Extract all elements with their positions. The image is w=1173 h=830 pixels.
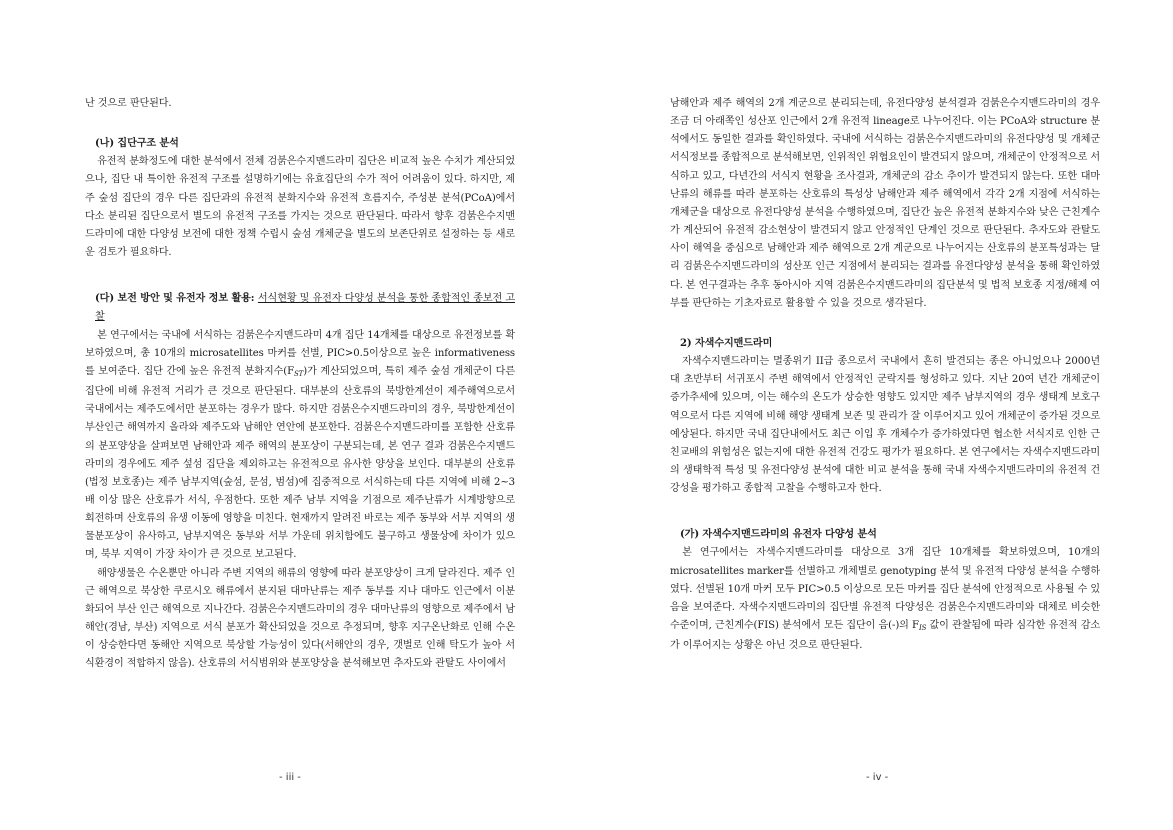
page-number-right: - iv -	[866, 772, 889, 783]
paragraph-conservation-2: 해양생물은 수온뿐만 아니라 주변 지역의 해류의 영향에 따라 분포양상이 크게 달라진다. 제주 인근 해역으로 북상한 쿠로시오 해류에서 분지된 대마난류는 제주 동부를 지나 대마도 인근에서 이분화되어 부산 인근 해역으로 지나간다. 검붉은수지맨드라미의 경우 대마난류의 영향으로 제주에서 남해안(경남, 부산) 지역으로 서식 분포가 확산되었을 것으로 추정되며, 향후 지구온난화로 인해 수온이 상승한다면 동해안 지역으로 북상할 가능성이 있다(서해안의 경우, 갯벌로 인해 탁도가 높아 서식환경이 적합하지 않음). 산호류의 서식범위와 분포양상을 분석해보면 추자도와 관탈도 사이에서	[85, 567, 515, 670]
paragraph-genetic-diversity	[670, 544, 1100, 655]
paragraph-conservation-1	[85, 327, 515, 565]
paragraph-genetic-diversity-part-b: 값이 관찰됨에 따라 심각한 유전적 감소가 이루어지는 상황은 아닌 것으로 판단된다.	[670, 620, 1101, 652]
section-heading-ga: (가) 자색수지맨드라미의 유전자 다양성 분석	[680, 529, 877, 541]
paragraph-continuation: 남해안과 제주 해역의 2개 계군으로 분리되는데, 유전다양성 분석결과 검붉은수지맨드라미의 경우 조금 더 아래쪽인 성산포 인근에서 2개 유전적 lineage로 나누어진다. 이는 PCoA와 structure 분석에서도 동일한 결과를 확인하였다. 국내에 서식하는 검붉은수지맨드라미의 유전다양성 및 개체군 서식정보를 종합적으로 분석해보면, 인위적인 위협요인이 발견되지 않으며, 개체군이 안정적으로 서식하고 있고, 다년간의 서식지 현황을 조사결과, 개체군의 감소 추이가 발견되지 않는다. 또한 대마난류의 해류를 따라 분포하는 산호류의 특성상 남해안과 제주 해역에서 각각 2개 지점에 서식하는 개체군을 대상으로 유전다양성 분석을 수행하였으며, 집단간 높은 유전적 분화지수와 낮은 근친계수가 계산되어 유전적 감소현상이 발견되지 않고 안정적인 단계인 것으로 판단된다. 추자도와 관탈도 사이 해역을 중심으로 남해안과 제주 해역으로 2개 계군으로 나누어지는 산호류의 분포특성과는 달리 검붉은수지맨드라미의 성산포 인근 지점에서 분리되는 결과를 유전다양성 분석을 통해 확인하였다. 본 연구결과는 추후 동아시아 지역 검붉은수지맨드라미의 집단분석 및 법적 보호종 지정/해제 여부를 판단하는 기초자료로 활용할 수 있을 것으로 생각된다.	[670, 98, 1100, 309]
left-page-text	[85, 95, 515, 674]
section-heading-da-bold: (다) 보전 방안 및 유전자 정보 활용:	[95, 293, 255, 305]
section-heading-2: 2) 자색수지맨드라미	[680, 337, 773, 349]
page-number-left: - iii -	[279, 772, 301, 783]
section-heading-da	[85, 290, 515, 326]
fst-subscript: ST	[293, 369, 304, 378]
paragraph-genetic-diversity-part-a: 본 연구에서는 자색수지맨드라미를 대상으로 3개 집단 10개체를 확보하였으며, 10개의 microsatellites marker를 선별하고 개체별로 genotyping 분석 및 유전적 다양성 분석을 수행하였다. 선별된 10개 마커 모두 PIC>0.5 이상으로 모든 마커를 집단 분석에 안정적으로 사용될 수 있음을 보여준다. 자색수지맨드라미의 집단별 유전적 다양성은 검붉은수지맨드라미와 대체로 비슷한 수준이며, 근친계수(FIS) 분석에서 모든 집단이 음(-)의 F	[670, 547, 1100, 632]
paragraph-purple-coral: 자색수지맨드라미는 멸종위기 II급 종으로서 국내에서 흔히 발견되는 종은 아니었으나 2000년대 초반부터 서귀포시 주변 해역에서 안정적인 군락지를 형성하고 있다. 지난 20여 년간 개체군이 증가추세에 있으며, 이는 해수의 온도가 상승한 영향도 있지만 제주 남부지역의 경우 생태계 보호구역으로서 다른 지역에 비해 해양 생태계 보존 및 관리가 잘 이루어지고 있어 개체군이 증가된 것으로 예상된다. 하지만 국내 집단내에서도 최근 이입 후 개체수가 증가하였다면 협소한 서식지로 인한 근친교배의 위험성은 없는지에 대한 유전적 건강도 평가가 필요하다. 본 연구에서는 자색수지맨드라미의 생태학적 특성 및 유전다양성 분석에 대한 비교 분석을 통해 국내 자색수지맨드라미의 유전적 건강성을 평가하고 종합적 고찰을 수행하고자 한다.	[670, 356, 1100, 495]
section-heading-da-underlined: 서식현황 및 유전자 다양성 분석을 통한 종합적인 종보전 고찰	[95, 293, 515, 323]
paragraph-conservation-1-part-a: 본 연구에서는 국내에 서식하는 검붉은수지맨드라미 4개 집단 14개체를 대상으로 유전정보를 확보하였으며, 총 10개의 microsatellites 마커를 선별, PIC>0.5이상으로 높은 informativeness를 보여준다. 집단 간에 높은 유전적 분화지수(F	[85, 329, 515, 377]
fis-subscript: IS	[918, 624, 927, 633]
left-page	[85, 0, 515, 674]
intro-line: 난 것으로 판단된다.	[85, 98, 172, 109]
right-page-text	[670, 95, 1100, 655]
paragraph-conservation-1-part-b: )가 계산되었으며, 특히 제주 숲섬 개체군이 다른 집단에 비해 유전적 거리가 큰 것으로 판단된다. 대부분의 산호류의 북방한계선이 제주해역으로서 국내에서는 제주도에서만 분포하는 경우가 많다. 하지만 검붉은수지맨드라미의 경우, 북방한계선이 부산인근 해역까지 올라와 제주도와 남해안 연안에 분포한다. 검붉은수지맨드라미를 포함한 산호류의 분포양상을 살펴보면 남해안과 제주 해역의 분포상이 구분되는데, 본 연구 결과 검붉은수지맨드라미의 경우에도 제주 섶섬 집단을 제외하고는 유전적으로 유사한 양상을 보인다. 대부분의 산호류(법정 보호종)는 제주 남부지역(숲섬, 문섬, 범섬)에 집중적으로 서식하는데 다른 지역에 비해 2~3배 이상 많은 산호류가 서식, 우점한다. 또한 제주 남부 지역을 기점으로 제주난류가 시계방향으로 회전하며 산호류의 유생 이동에 영향을 미친다. 현재까지 알려진 바로는 제주 동부와 서부 지역의 생물분포상이 유사하고, 남부지역은 동부와 서부 가운데 위치함에도 불구하고 생물상에 차이가 있으며, 북부 지역이 가장 차이가 큰 것으로 보고된다.	[85, 365, 515, 561]
section-heading-na: (나) 집단구조 분석	[95, 138, 179, 150]
right-page	[670, 0, 1100, 655]
paragraph-population-structure: 유전적 분화정도에 대한 분석에서 전체 검붉은수지맨드라미 집단은 비교적 높은 수치가 계산되었으나, 집단 내 특이한 유전적 구조를 설명하기에는 유효집단의 수가 적어 어려움이 있다. 하지만, 제주 숲섬 집단의 경우 다른 집단과의 유전적 분화지수와 유전적 흐름지수, 주성분 분석(PCoA)에서 다소 분리된 집단으로서 별도의 유전적 구조를 가지는 것으로 판단된다. 따라서 향후 검붉은수지맨드라미에 대한 다양성 보전에 대한 정책 수립시 숲섬 개체군을 별도의 보존단위로 설정하는 등 새로운 검토가 필요하다.	[85, 156, 515, 259]
